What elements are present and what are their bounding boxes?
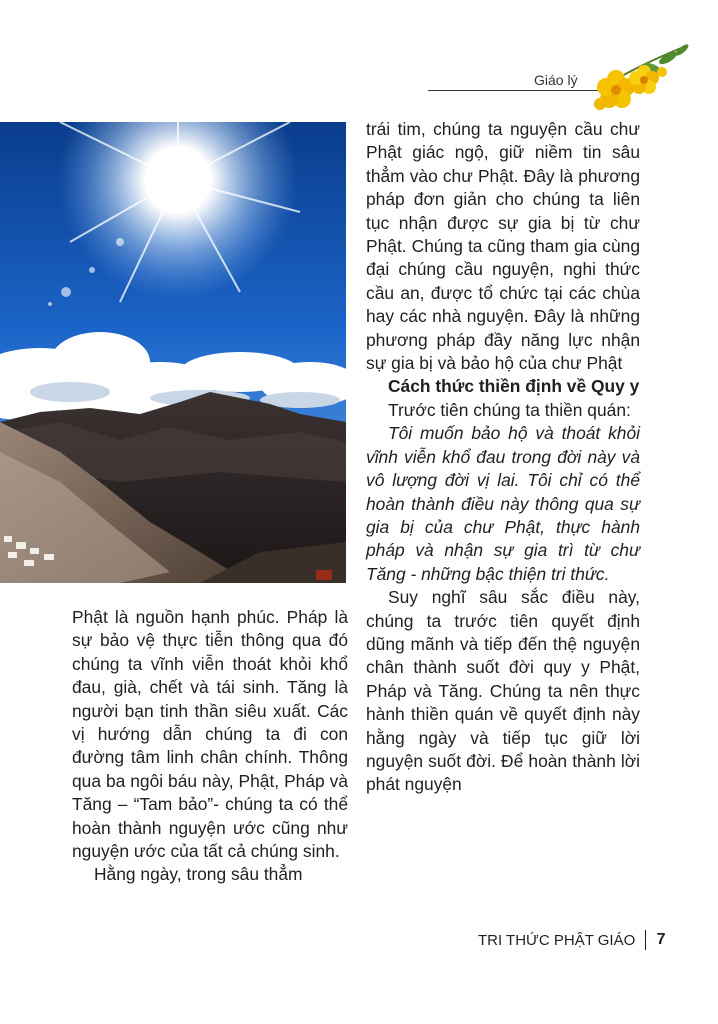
right-paragraph-final: Suy nghĩ sâu sắc điều này, chúng ta trước tiên quyết định dũng mãnh và tiếp đến thệ nguyện chân thành suốt đời quy y Phật, Pháp và Tăng. Chúng ta nên thực hành thiền quán về quyết định này hằng ngày và tiếp tục giữ lời nguyện suốt đời. Để hoàn thành lời phát nguyện xyxy=(366,587,640,795)
magazine-name: TRI THỨC PHẬT GIÁO xyxy=(478,931,636,949)
section-label: Giáo lý xyxy=(534,72,578,88)
page-number: 7 xyxy=(656,931,666,948)
page-footer xyxy=(478,930,666,954)
section-heading: Cách thức thiền định về Quy y xyxy=(388,376,640,397)
left-paragraph-1: Phật là nguồn hạnh phúc. Pháp là sự bảo vệ thực tiễn thông qua đó chúng ta vĩnh viễn thoát khỏi khổ đau, già, chết và tái sinh. Tăng là người bạn tinh thần siêu xuất. Các vị hướng dẫn chúng ta đi con đường tâm linh chân chính. Thông qua ba ngôi báu này, Phật, Pháp và Tăng – “Tam bảo”- chúng ta có thể hoàn thành nguyện ước cũng như nguyện ước của tất cả chúng sinh. xyxy=(72,607,348,862)
left-column xyxy=(72,606,348,887)
footer-divider xyxy=(645,930,646,950)
intro-paragraph: Trước tiên chúng ta thiền quán: xyxy=(388,399,631,420)
left-paragraph-2: Hằng ngày, trong sâu thẳm xyxy=(94,864,303,885)
yellow-flower-decoration xyxy=(582,38,694,122)
header-rule xyxy=(428,90,608,91)
right-column xyxy=(366,118,640,797)
right-paragraph-continuation: trái tim, chúng ta nguyện cầu chư Phật giác ngộ, giữ niềm tin sâu thẳm vào chư Phật. Đây là phương pháp đơn giản cho chúng ta liên tục nhận được sự gia bị từ chư Phật. Chúng ta cũng tham gia cùng đại chúng cầu nguyện, nghi thức cầu an, được tổ chức tại các chùa hay các nhà nguyện. Đây là những phương pháp đầy năng lực nhận sự gia bị và bảo hộ của chư Phật xyxy=(366,119,640,374)
page-header xyxy=(428,60,718,110)
mountain-sun-photo xyxy=(0,122,346,583)
meditation-quote: Tôi muốn bảo hộ và thoát khỏi vĩnh viễn khổ đau trong đời này và vô lượng đời vị lai. Tôi chỉ có thể hoàn thành điều này thông qua sự gia bị của chư Phật, thực hành pháp và nhận sự gia trì từ chư Tăng - những bậc thiện tri thức. xyxy=(366,423,640,584)
